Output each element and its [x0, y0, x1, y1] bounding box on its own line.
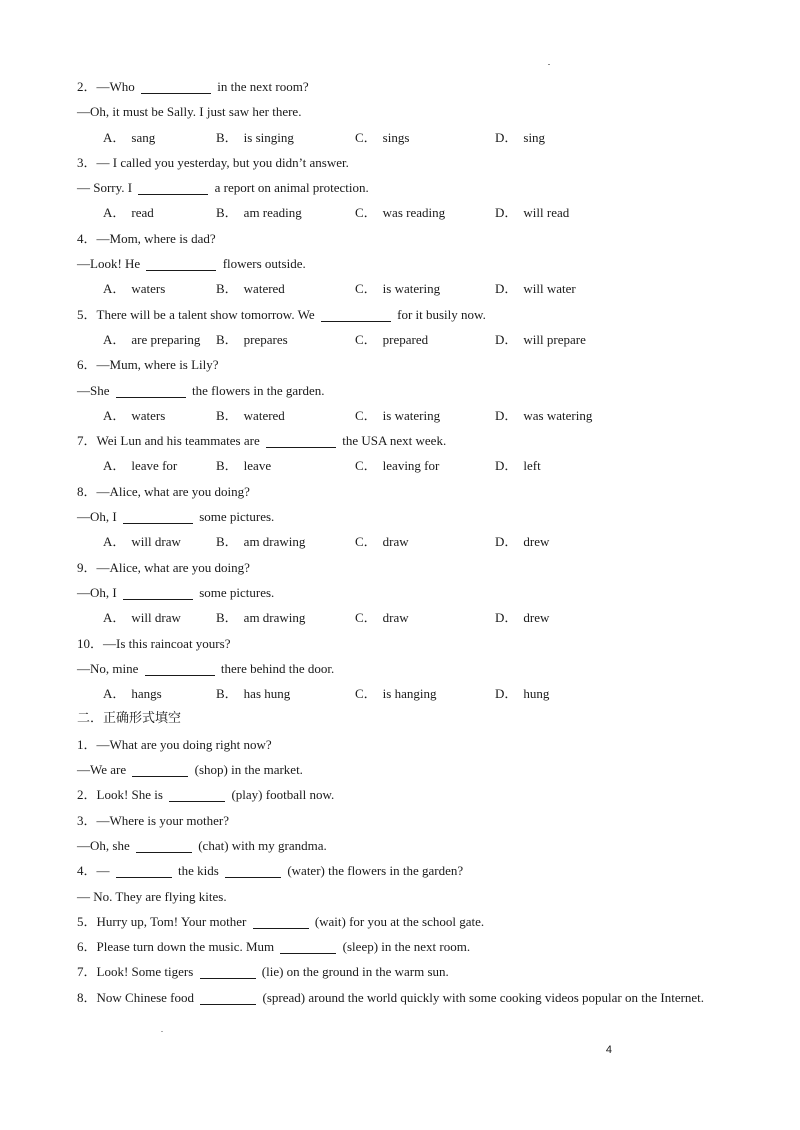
option-a[interactable] [103, 681, 162, 706]
option-text: leave for [131, 458, 178, 474]
question-text: —Oh, it must be Sally. I just saw her there. [77, 104, 302, 120]
question-text: for it busily now. [393, 306, 486, 322]
option-text: waters [131, 281, 166, 297]
option-key: D． [495, 129, 518, 145]
option-a[interactable] [103, 125, 155, 150]
option-text: waters [131, 407, 166, 423]
question-line [77, 226, 717, 251]
option-b[interactable] [216, 529, 305, 554]
option-text: will water [523, 281, 576, 297]
question-line [77, 631, 717, 656]
option-b[interactable] [216, 453, 271, 478]
option-key: A． [103, 686, 126, 702]
option-key: C． [355, 610, 377, 626]
option-text: is singing [243, 129, 294, 145]
question-text: —Who [96, 79, 139, 94]
option-text: am drawing [243, 610, 306, 626]
option-text: are preparing [131, 331, 201, 347]
option-b[interactable] [216, 125, 294, 150]
option-key: C． [355, 331, 377, 347]
question-number: 1． [77, 736, 97, 752]
option-text: hung [523, 686, 550, 702]
option-c[interactable] [355, 403, 440, 428]
question-text: — [96, 863, 113, 879]
option-c[interactable] [355, 200, 445, 225]
option-c[interactable] [355, 276, 440, 301]
option-text: sings [382, 129, 410, 145]
question-number: 3． [77, 812, 97, 828]
option-text: leave [243, 458, 272, 474]
question-text: in the next room? [214, 79, 309, 94]
answer-blank[interactable] [200, 990, 256, 1005]
question-text: —Alice, what are you doing? [96, 483, 250, 499]
question-text: — Sorry. I [77, 180, 136, 196]
question-text: some pictures. [195, 584, 275, 600]
option-text: will draw [131, 534, 181, 550]
question-line [77, 833, 717, 858]
option-text: sing [523, 129, 546, 145]
option-text: watered [243, 407, 285, 423]
option-key: A． [103, 281, 126, 297]
option-d[interactable] [495, 403, 592, 428]
option-c[interactable] [355, 529, 409, 554]
question-text: —Oh, I [77, 509, 120, 525]
question-text: (wait) for you at the school gate. [311, 913, 485, 929]
question-text: —Mom, where is dad? [96, 230, 216, 246]
question-text: —She [77, 382, 113, 398]
option-text: drew [523, 610, 550, 626]
question-line [77, 378, 717, 403]
question-text: Hurry up, Tom! Your mother [96, 913, 250, 929]
option-d[interactable] [495, 529, 549, 554]
question-line [77, 302, 717, 327]
question-number: 5． [77, 913, 97, 929]
option-key: C． [355, 281, 377, 297]
question-number: 2． [77, 79, 97, 94]
option-key: A． [103, 610, 126, 626]
answer-options [77, 327, 717, 352]
answer-blank[interactable] [145, 661, 215, 676]
question-text: flowers outside. [219, 256, 306, 272]
option-text: am reading [243, 205, 302, 221]
option-text: draw [382, 534, 409, 550]
option-key: B． [216, 534, 238, 550]
question-line [77, 782, 717, 807]
question-line [77, 757, 717, 782]
question-number: 7． [77, 964, 97, 980]
answer-options [77, 605, 717, 630]
question-text: Wei Lun and his teammates are [96, 433, 263, 449]
question-text: —Oh, she [77, 837, 133, 853]
question-line [77, 884, 717, 909]
question-text: —Mum, where is Lily? [96, 357, 219, 373]
option-key: A． [103, 407, 126, 423]
question-text: Look! She is [96, 787, 167, 803]
question-text: —Oh, I [77, 584, 120, 600]
answer-blank[interactable] [123, 509, 193, 524]
question-line [77, 909, 717, 934]
option-d[interactable] [495, 681, 549, 706]
option-key: C． [355, 534, 377, 550]
option-key: A． [103, 534, 126, 550]
option-key: B． [216, 407, 238, 423]
option-key: C． [355, 407, 377, 423]
option-b[interactable] [216, 403, 285, 428]
question-text: Now Chinese food [96, 989, 198, 1005]
option-text: prepared [382, 331, 429, 347]
answer-options [77, 403, 717, 428]
question-text: — No. They are flying kites. [77, 888, 227, 904]
answer-blank[interactable] [146, 256, 216, 271]
question-line [77, 74, 717, 99]
question-text: there behind the door. [217, 660, 335, 676]
question-number: 4． [77, 863, 97, 879]
answer-blank[interactable] [116, 383, 186, 398]
question-number: 6． [77, 939, 97, 955]
option-text: is watering [382, 407, 441, 423]
question-text: (water) the flowers in the garden? [284, 863, 464, 879]
answer-blank[interactable] [266, 433, 336, 448]
option-key: B． [216, 610, 238, 626]
option-d[interactable] [495, 200, 569, 225]
option-b[interactable] [216, 327, 288, 352]
answer-options [77, 453, 717, 478]
question-number: 7． [77, 433, 97, 449]
question-text: —Look! He [77, 256, 144, 272]
option-text: has hung [243, 686, 291, 702]
answer-blank[interactable] [321, 307, 391, 322]
question-text: Look! Some tigers [96, 964, 197, 980]
option-text: sang [131, 129, 156, 145]
question-line [77, 985, 717, 1010]
question-text: the flowers in the garden. [188, 382, 325, 398]
option-key: C． [355, 686, 377, 702]
question-text: —Is this raincoat yours? [103, 635, 231, 651]
question-text: —What are you doing right now? [96, 736, 272, 752]
answer-options [77, 200, 717, 225]
answer-blank[interactable] [138, 180, 208, 195]
option-key: D． [495, 458, 518, 474]
option-key: D． [495, 331, 518, 347]
question-text: (chat) with my grandma. [194, 837, 327, 853]
option-key: D． [495, 281, 518, 297]
option-text: hangs [131, 686, 162, 702]
question-number: 9． [77, 559, 97, 575]
question-text: —No, mine [77, 660, 142, 676]
option-key: A． [103, 205, 126, 221]
option-text: will draw [131, 610, 181, 626]
question-text: (play) football now. [228, 787, 335, 803]
section-title: 二．正确形式填空 [77, 711, 182, 727]
question-text: (spread) around the world quickly with some cooking videos popular on the Internet. [259, 989, 705, 1005]
question-text: (lie) on the ground in the warm sun. [258, 964, 449, 980]
option-c[interactable] [355, 453, 439, 478]
question-line [77, 858, 717, 883]
option-key: D． [495, 686, 518, 702]
option-a[interactable] [103, 453, 177, 478]
page-number: 4 [605, 1044, 612, 1056]
option-text: was watering [523, 407, 593, 423]
option-key: B． [216, 331, 238, 347]
option-key: B． [216, 686, 238, 702]
option-text: watered [243, 281, 285, 297]
option-key: B． [216, 205, 238, 221]
option-b[interactable] [216, 200, 302, 225]
option-text: read [131, 205, 154, 221]
question-text: a report on animal protection. [211, 180, 369, 196]
option-d[interactable] [495, 276, 576, 301]
option-key: B． [216, 458, 238, 474]
question-line [77, 504, 717, 529]
option-key: D． [495, 610, 518, 626]
option-c[interactable] [355, 605, 409, 630]
option-b[interactable] [216, 605, 305, 630]
question-text: (shop) in the market. [191, 762, 303, 778]
option-text: prepares [243, 331, 288, 347]
option-d[interactable] [495, 605, 549, 630]
option-c[interactable] [355, 327, 428, 352]
question-line [77, 732, 717, 757]
question-line [77, 934, 717, 959]
answer-blank[interactable] [253, 914, 309, 929]
answer-blank[interactable] [132, 762, 188, 777]
question-line [77, 175, 717, 200]
question-text: (sleep) in the next room. [339, 939, 471, 955]
question-line [77, 428, 717, 453]
question-text: —Where is your mother? [96, 812, 229, 828]
question-text: —We are [77, 762, 130, 778]
option-b[interactable] [216, 276, 285, 301]
question-number: 5． [77, 306, 97, 322]
option-a[interactable] [103, 327, 200, 352]
question-line [77, 808, 717, 833]
option-key: C． [355, 458, 377, 474]
answer-blank[interactable] [123, 585, 193, 600]
option-key: D． [495, 534, 518, 550]
question-number: 3． [77, 154, 97, 170]
answer-options [77, 276, 717, 301]
question-line [77, 555, 717, 580]
question-text: the USA next week. [338, 433, 447, 449]
question-number: 6． [77, 357, 97, 373]
answer-blank[interactable] [136, 838, 192, 853]
option-key: B． [216, 129, 238, 145]
option-text: will read [523, 205, 570, 221]
option-text: will prepare [523, 331, 586, 347]
question-text: Please turn down the music. Mum [96, 939, 278, 955]
option-d[interactable] [495, 327, 586, 352]
answer-blank[interactable] [225, 863, 281, 878]
option-key: A． [103, 129, 126, 145]
option-c[interactable] [355, 681, 436, 706]
option-key: A． [103, 331, 126, 347]
option-a[interactable] [103, 529, 181, 554]
option-key: D． [495, 205, 518, 221]
option-text: leaving for [382, 458, 440, 474]
question-number: 8． [77, 989, 97, 1005]
option-text: is hanging [382, 686, 437, 702]
option-key: A． [103, 458, 126, 474]
option-b[interactable] [216, 681, 290, 706]
option-key: B． [216, 281, 238, 297]
question-line [77, 352, 717, 377]
question-line [77, 251, 717, 276]
answer-blank[interactable] [200, 964, 256, 979]
option-a[interactable] [103, 200, 154, 225]
option-c[interactable] [355, 125, 409, 150]
question-line [77, 99, 717, 124]
option-key: D． [495, 407, 518, 423]
option-text: left [523, 458, 541, 474]
option-a[interactable] [103, 276, 165, 301]
scan-mark [548, 64, 550, 65]
option-text: is watering [382, 281, 441, 297]
scan-mark [161, 1031, 163, 1032]
answer-options [77, 529, 717, 554]
answer-options [77, 681, 717, 706]
answer-blank[interactable] [141, 79, 211, 94]
option-key: C． [355, 129, 377, 145]
option-a[interactable] [103, 605, 181, 630]
question-line [77, 580, 717, 605]
option-a[interactable] [103, 403, 165, 428]
question-list [77, 74, 717, 1010]
option-text: am drawing [243, 534, 306, 550]
question-text: There will be a talent show tomorrow. We [96, 306, 318, 322]
answer-blank[interactable] [280, 939, 336, 954]
option-d[interactable] [495, 453, 541, 478]
option-text: drew [523, 534, 550, 550]
question-line [77, 959, 717, 984]
answer-blank[interactable] [116, 863, 172, 878]
question-text: some pictures. [195, 509, 275, 525]
option-d[interactable] [495, 125, 545, 150]
question-line [77, 479, 717, 504]
question-number: 10． [77, 635, 104, 651]
question-line [77, 656, 717, 681]
question-number: 4． [77, 230, 97, 246]
question-number: 2． [77, 787, 97, 803]
answer-blank[interactable] [169, 787, 225, 802]
option-key: C． [355, 205, 377, 221]
option-text: was reading [382, 205, 446, 221]
option-text: draw [382, 610, 409, 626]
answer-options [77, 125, 717, 150]
question-text: —Alice, what are you doing? [96, 559, 250, 575]
question-text: — I called you yesterday, but you didn’t answer. [96, 154, 349, 170]
question-text: the kids [174, 863, 223, 879]
question-number: 8． [77, 483, 97, 499]
question-line [77, 150, 717, 175]
